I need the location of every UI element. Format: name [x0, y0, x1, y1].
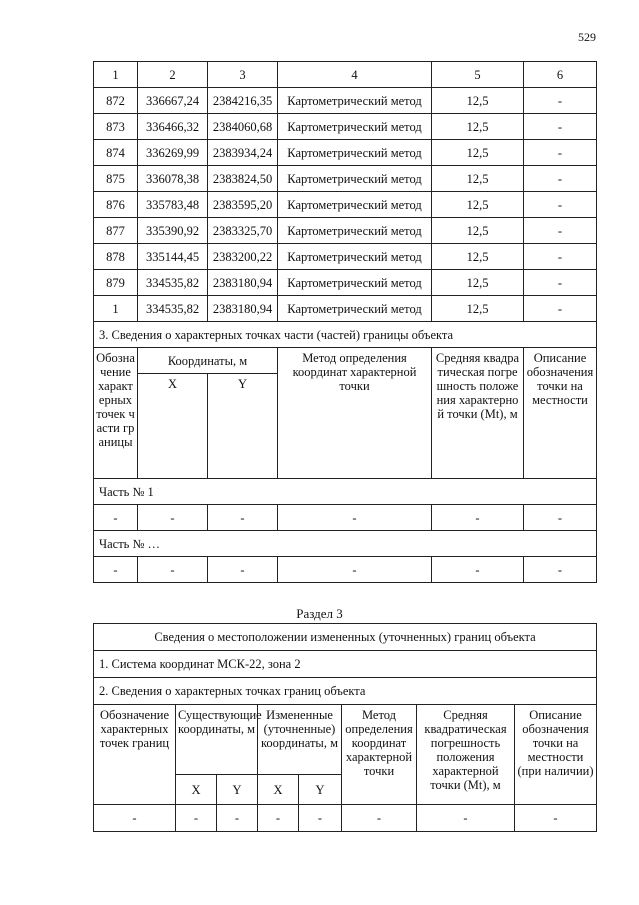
- description: -: [524, 192, 597, 218]
- header-x: X: [258, 775, 299, 805]
- description: -: [524, 270, 597, 296]
- table-row: [94, 557, 597, 583]
- part-label-row: [94, 531, 597, 557]
- empty-cell: -: [524, 505, 597, 531]
- description: -: [524, 114, 597, 140]
- method: Картометрический метод: [278, 244, 432, 270]
- coord-y: 2383200,22: [208, 244, 278, 270]
- point-number: 878: [94, 244, 138, 270]
- table-row: [94, 218, 597, 244]
- part-label: Часть № …: [94, 531, 597, 557]
- table-header-row: [94, 62, 597, 88]
- coord-y: 2383934,24: [208, 140, 278, 166]
- page-number: 529: [578, 30, 596, 44]
- table-row: [94, 805, 597, 832]
- method: Картометрический метод: [278, 88, 432, 114]
- method: Картометрический метод: [278, 192, 432, 218]
- part-label-row: [94, 479, 597, 505]
- empty-cell: -: [176, 805, 217, 832]
- point-number: 873: [94, 114, 138, 140]
- method: Картометрический метод: [278, 270, 432, 296]
- point-number: 879: [94, 270, 138, 296]
- header-y: Y: [217, 775, 258, 805]
- header-y: Y: [299, 775, 342, 805]
- empty-cell: -: [342, 805, 417, 832]
- empty-cell: -: [208, 505, 278, 531]
- point-number: 877: [94, 218, 138, 244]
- header-changed-coords: Измененные (уточненные) координаты, м: [258, 705, 342, 775]
- error: 12,5: [432, 140, 524, 166]
- empty-cell: -: [208, 557, 278, 583]
- part-label: Часть № 1: [94, 479, 597, 505]
- empty-cell: -: [524, 557, 597, 583]
- table-row: [94, 140, 597, 166]
- method: Картометрический метод: [278, 166, 432, 192]
- section-subtitle: 3. Сведения о характерных точках части (частей) границы объекта: [94, 322, 597, 348]
- table-row: [94, 270, 597, 296]
- header-cell: 3: [208, 62, 278, 88]
- coord-x: 336466,32: [138, 114, 208, 140]
- coord-y: 2383325,70: [208, 218, 278, 244]
- point-number: 1: [94, 296, 138, 322]
- point-number: 872: [94, 88, 138, 114]
- section-heading: Раздел 3: [296, 606, 343, 621]
- error: 12,5: [432, 244, 524, 270]
- empty-cell: -: [278, 557, 432, 583]
- header-x: X: [138, 374, 208, 479]
- coord-y: 2384216,35: [208, 88, 278, 114]
- empty-cell: -: [138, 505, 208, 531]
- table-title: Сведения о местоположении измененных (уточненных) границ объекта: [94, 624, 597, 651]
- table-row: [94, 192, 597, 218]
- empty-cell: -: [217, 805, 258, 832]
- point-number: 874: [94, 140, 138, 166]
- header-existing-coords: Существующие координаты, м: [176, 705, 258, 775]
- table-row: [94, 296, 597, 322]
- header-method: Метод определения координат характерной точки: [278, 348, 432, 479]
- header-cell: 2: [138, 62, 208, 88]
- empty-cell: -: [138, 557, 208, 583]
- header-x: X: [176, 775, 217, 805]
- empty-cell: -: [94, 505, 138, 531]
- table-row: [94, 505, 597, 531]
- empty-cell: -: [258, 805, 299, 832]
- header-cell: 5: [432, 62, 524, 88]
- method: Картометрический метод: [278, 218, 432, 244]
- empty-cell: -: [299, 805, 342, 832]
- empty-cell: -: [515, 805, 597, 832]
- header-description: Описание обозначения точки на местности: [524, 348, 597, 479]
- method: Картометрический метод: [278, 296, 432, 322]
- header-y: Y: [208, 374, 278, 479]
- method: Картометрический метод: [278, 114, 432, 140]
- empty-cell: -: [432, 557, 524, 583]
- coord-y: 2383180,94: [208, 270, 278, 296]
- error: 12,5: [432, 114, 524, 140]
- error: 12,5: [432, 192, 524, 218]
- coord-x: 335783,48: [138, 192, 208, 218]
- table-row: [94, 244, 597, 270]
- description: -: [524, 296, 597, 322]
- empty-cell: -: [417, 805, 515, 832]
- section-subtitle-row: [94, 678, 597, 705]
- point-number: 875: [94, 166, 138, 192]
- coordinate-system-row: [94, 651, 597, 678]
- header-description: Описание обозначения точки на местности (при наличии): [515, 705, 597, 805]
- coord-y: 2383180,94: [208, 296, 278, 322]
- header-error: Средняя квадратическая погрешность положения характерной точки (Mt), м: [432, 348, 524, 479]
- header-method: Метод определения координат характерной точки: [342, 705, 417, 805]
- coord-x: 334535,82: [138, 270, 208, 296]
- header-cell: 4: [278, 62, 432, 88]
- point-number: 876: [94, 192, 138, 218]
- header-row: [94, 705, 597, 775]
- table-row: [94, 114, 597, 140]
- header-point-designation: Обозначение характерных точек границ: [94, 705, 176, 805]
- empty-cell: -: [94, 557, 138, 583]
- empty-cell: -: [94, 805, 176, 832]
- description: -: [524, 166, 597, 192]
- changed-boundaries-table: [93, 623, 597, 832]
- header-coordinates: Координаты, м: [138, 348, 278, 374]
- coord-x: 336667,24: [138, 88, 208, 114]
- method: Картометрический метод: [278, 140, 432, 166]
- section-subtitle-row: [94, 322, 597, 348]
- error: 12,5: [432, 88, 524, 114]
- table-row: [94, 166, 597, 192]
- coord-y: 2384060,68: [208, 114, 278, 140]
- error: 12,5: [432, 270, 524, 296]
- coord-x: 336078,38: [138, 166, 208, 192]
- coord-x: 335144,45: [138, 244, 208, 270]
- description: -: [524, 140, 597, 166]
- description: -: [524, 88, 597, 114]
- table-title-row: [94, 624, 597, 651]
- header-point-designation: Обозначение характерных точек части границы: [94, 348, 138, 479]
- coordinate-system: 1. Система координат МСК-22, зона 2: [94, 651, 597, 678]
- description: -: [524, 218, 597, 244]
- error: 12,5: [432, 218, 524, 244]
- table-row: [94, 88, 597, 114]
- error: 12,5: [432, 296, 524, 322]
- header-error: Средняя квадратическая погрешность положения характерной точки (Mt), м: [417, 705, 515, 805]
- parts-header-row: [94, 348, 597, 374]
- coord-x: 334535,82: [138, 296, 208, 322]
- error: 12,5: [432, 166, 524, 192]
- header-cell: 1: [94, 62, 138, 88]
- coord-y: 2383824,50: [208, 166, 278, 192]
- section-subtitle: 2. Сведения о характерных точках границ объекта: [94, 678, 597, 705]
- header-cell: 6: [524, 62, 597, 88]
- description: -: [524, 244, 597, 270]
- coord-x: 336269,99: [138, 140, 208, 166]
- coord-x: 335390,92: [138, 218, 208, 244]
- empty-cell: -: [278, 505, 432, 531]
- boundary-points-table: [93, 61, 597, 583]
- coord-y: 2383595,20: [208, 192, 278, 218]
- empty-cell: -: [432, 505, 524, 531]
